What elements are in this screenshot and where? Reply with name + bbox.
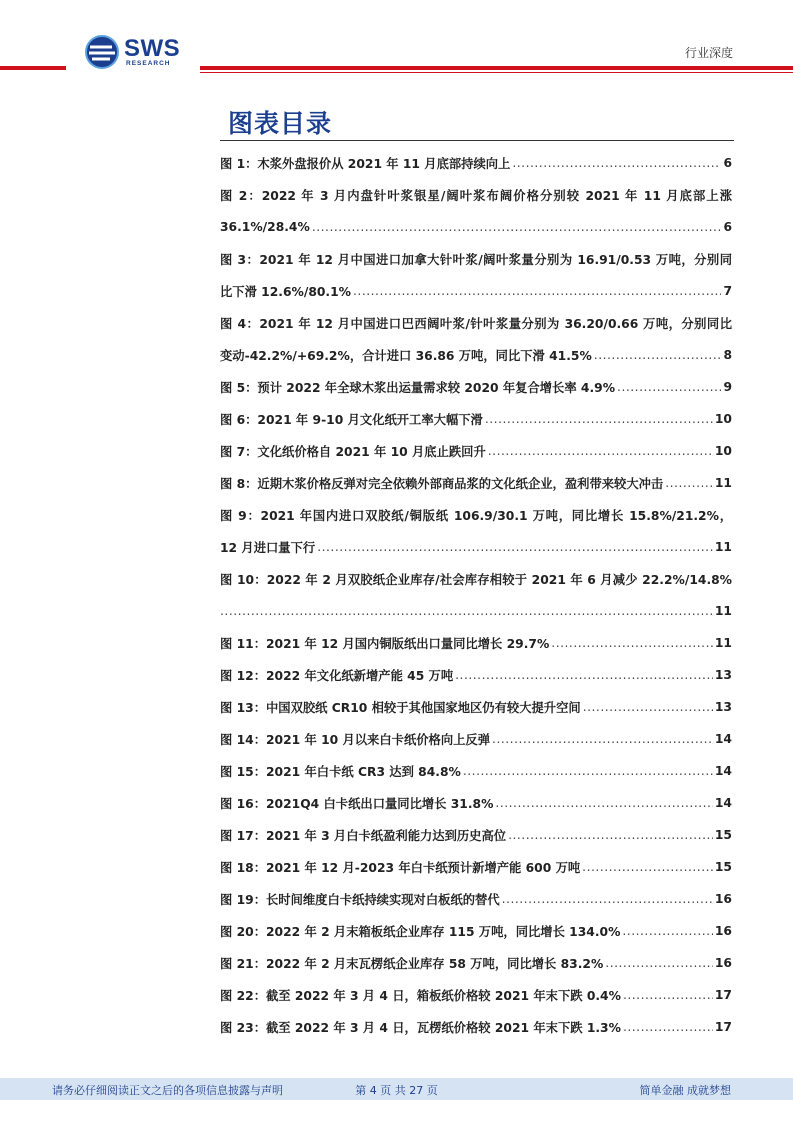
- toc-entry[interactable]: 图 8：近期木浆价格反弹对完全依赖外部商品浆的文化纸企业，盈利带来较大冲击 ..... 11: [220, 472, 732, 494]
- footer-slogan: 简单金融 成就梦想: [639, 1084, 731, 1097]
- section-tag: 行业深度: [684, 46, 733, 60]
- toc-entry[interactable]: 图 2：2022 年 3 月内盘针叶浆银星/阔叶浆布阔价格分别较 2021 年 11 月底部上涨: [220, 189, 732, 203]
- toc-entry[interactable]: 图 12：2022 年文化纸新增产能 45 万吨 ..... 13: [220, 664, 732, 686]
- toc-entry[interactable]: 图 14：2021 年 10 月以来白卡纸价格向上反弹 ..... 14: [220, 728, 732, 750]
- toc-entry-cont[interactable]: 变动-42.2%/+69.2%，合计进口 36.86 万吨，同比下滑 41.5% ..... 8: [220, 344, 732, 366]
- toc-entry[interactable]: 图 18：2021 年 12 月-2023 年白卡纸预计新增产能 600 万吨 ..... 15: [220, 856, 732, 878]
- logo-subtext: RESEARCH: [126, 60, 171, 67]
- logo-mark-icon: [84, 34, 120, 70]
- toc-entry[interactable]: 图 20：2022 年 2 月末箱板纸企业库存 115 万吨，同比增长 134.0% ..... 16: [220, 920, 732, 942]
- toc-entry[interactable]: 图 7：文化纸价格自 2021 年 10 月底止跌回升 ..... 10: [220, 440, 732, 462]
- toc-entry[interactable]: 图 19：长时间维度白卡纸持续实现对白板纸的替代 ..... 16: [220, 888, 732, 910]
- header-rule-thin: [200, 72, 793, 73]
- toc-entry[interactable]: 图 15：2021 年白卡纸 CR3 达到 84.8% ..... 14: [220, 760, 732, 782]
- title-divider: [220, 140, 734, 141]
- header-rule-right: [200, 66, 793, 70]
- toc-entry[interactable]: 图 13：中国双胶纸 CR10 相较于其他国家地区仍有较大提升空间 ..... 13: [220, 696, 732, 718]
- logo-text: SWS: [124, 35, 181, 62]
- footer-page-info: 第 4 页 共 27 页: [355, 1084, 438, 1097]
- toc-entry[interactable]: 图 16：2021Q4 白卡纸出口量同比增长 31.8% ..... 14: [220, 792, 732, 814]
- toc-entry-cont[interactable]: 36.1%/28.4% ..... 6: [220, 216, 732, 238]
- toc-entry[interactable]: 图 5：预计 2022 年全球木浆出运量需求较 2020 年复合增长率 4.9% ..... 9: [220, 376, 732, 398]
- toc-entry[interactable]: 图 9：2021 年国内进口双胶纸/铜版纸 106.9/30.1 万吨，同比增长 15.8%/21.2%，: [220, 509, 732, 523]
- toc-entry[interactable]: 图 10：2022 年 2 月双胶纸企业库存/社会库存相较于 2021 年 6 月减少 22.2%/14.8%: [220, 573, 732, 587]
- toc-entry[interactable]: 图 22：截至 2022 年 3 月 4 日，箱板纸价格较 2021 年末下跌 0.4% ..... 17: [220, 984, 732, 1006]
- toc-entry-cont[interactable]: 12 月进口量下行 ..... 11: [220, 536, 732, 558]
- toc-entry-cont[interactable]: 比下滑 12.6%/80.1% ..... 7: [220, 280, 732, 302]
- toc-entry[interactable]: 图 4：2021 年 12 月中国进口巴西阔叶浆/针叶浆量分别为 36.20/0.66 万吨，分别同比: [220, 317, 732, 331]
- toc-entry[interactable]: 图 23：截至 2022 年 3 月 4 日，瓦楞纸价格较 2021 年末下跌 1.3% ..... 17: [220, 1016, 732, 1038]
- toc-entry[interactable]: 图 21：2022 年 2 月末瓦楞纸企业库存 58 万吨，同比增长 83.2% ..... 16: [220, 952, 732, 974]
- toc-entry[interactable]: 图 17：2021 年 3 月白卡纸盈利能力达到历史高位 ..... 15: [220, 824, 732, 846]
- header-rule-left: [0, 66, 66, 70]
- toc-entry[interactable]: 图 1：木浆外盘报价从 2021 年 11 月底部持续向上 ..... 6: [220, 152, 732, 174]
- toc-entry-cont[interactable]: ..... 11: [220, 600, 732, 622]
- toc-entry[interactable]: 图 6：2021 年 9-10 月文化纸开工率大幅下滑 ..... 10: [220, 408, 732, 430]
- toc-entry[interactable]: 图 11：2021 年 12 月国内铜版纸出口量同比增长 29.7% ..... 11: [220, 632, 732, 654]
- company-logo: [84, 34, 194, 70]
- toc-entry[interactable]: 图 3：2021 年 12 月中国进口加拿大针叶浆/阔叶浆量分别为 16.91/0.53 万吨，分别同: [220, 253, 732, 267]
- page-title: 图表目录: [228, 109, 333, 138]
- footer-disclaimer: 请务必仔细阅读正文之后的各项信息披露与声明: [52, 1084, 283, 1097]
